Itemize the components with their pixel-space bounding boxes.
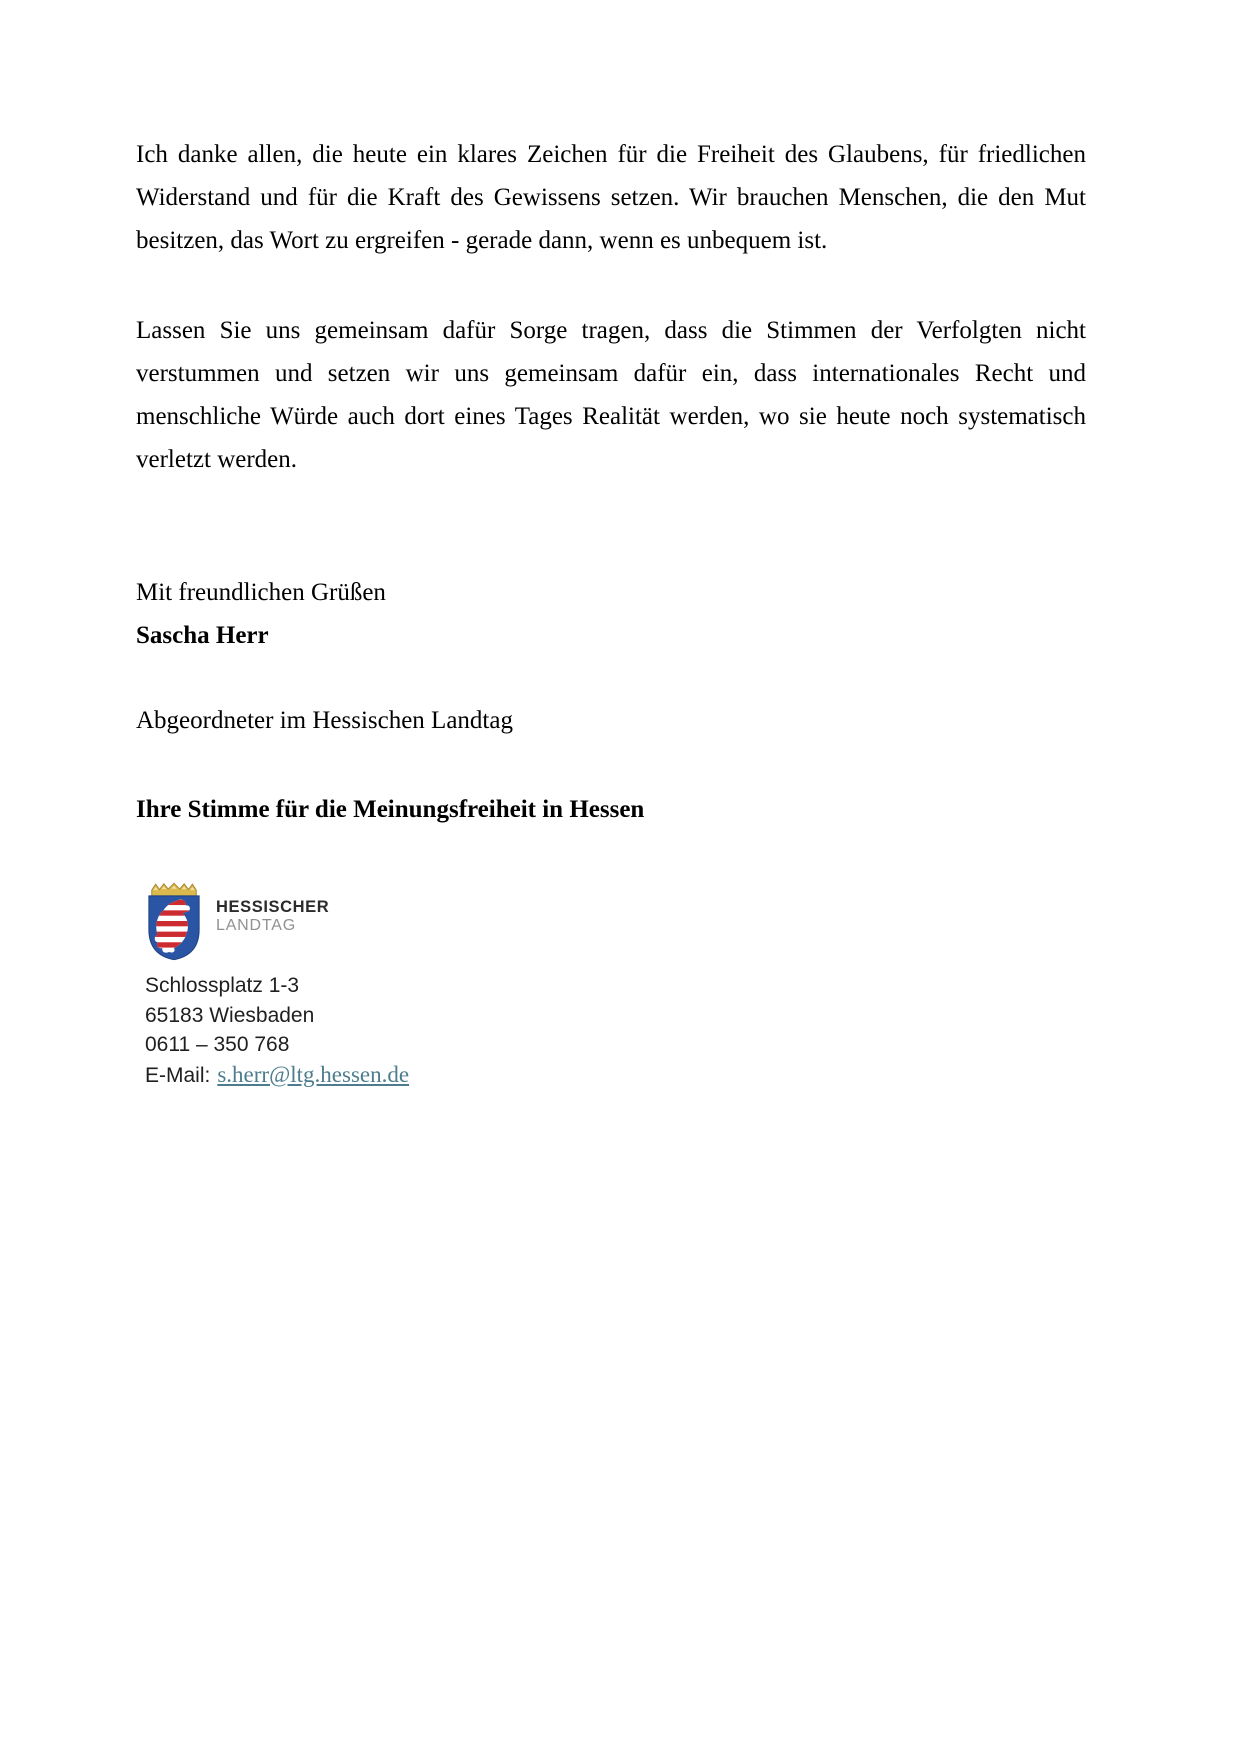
signature-block	[145, 881, 1086, 1090]
phone-number: 0611 – 350 768	[145, 1033, 290, 1056]
letter-body	[136, 133, 1086, 1090]
email-link[interactable]: s.herr@ltg.hessen.de	[217, 1061, 410, 1087]
hessen-coat-of-arms-icon	[145, 881, 203, 961]
logo-wordmark	[216, 899, 329, 934]
closing-salutation: Mit freundlichen Grüßen	[136, 579, 386, 606]
paragraph-thanks: Ich danke allen, die heute ein klares Zeichen für die Freiheit des Glaubens, für friedlichen Widerstand und für die Kraft des Gewissens setzen. Wir brauchen Menschen, die den Mut besitzen, das Wort zu ergreifen - gerade dann, wenn es unbequem ist.	[136, 141, 1086, 254]
logo-org-name: HESSISCHER	[216, 898, 330, 916]
email-label: E-Mail:	[145, 1063, 211, 1087]
paragraph-appeal: Lassen Sie uns gemeinsam dafür Sorge tragen, dass die Stimmen der Verfolgten nicht verstummen und setzen wir uns gemeinsam dafür ein, dass internationales Recht und menschliche Würde auch dort eines Tages Realität werden, wo sie heute noch systematisch verletzt werden.	[136, 317, 1086, 473]
slogan: Ihre Stimme für die Meinungsfreiheit in Hessen	[136, 796, 645, 823]
address-city: 65183 Wiesbaden	[145, 1003, 315, 1027]
sender-name: Sascha Herr	[136, 622, 269, 649]
hessischer-landtag-logo	[145, 881, 1086, 961]
sender-role: Abgeordneter im Hessischen Landtag	[136, 707, 513, 734]
email-row	[145, 1060, 1086, 1091]
address-street: Schlossplatz 1-3	[145, 974, 300, 997]
logo-org-sub: LANDTAG	[216, 916, 296, 934]
